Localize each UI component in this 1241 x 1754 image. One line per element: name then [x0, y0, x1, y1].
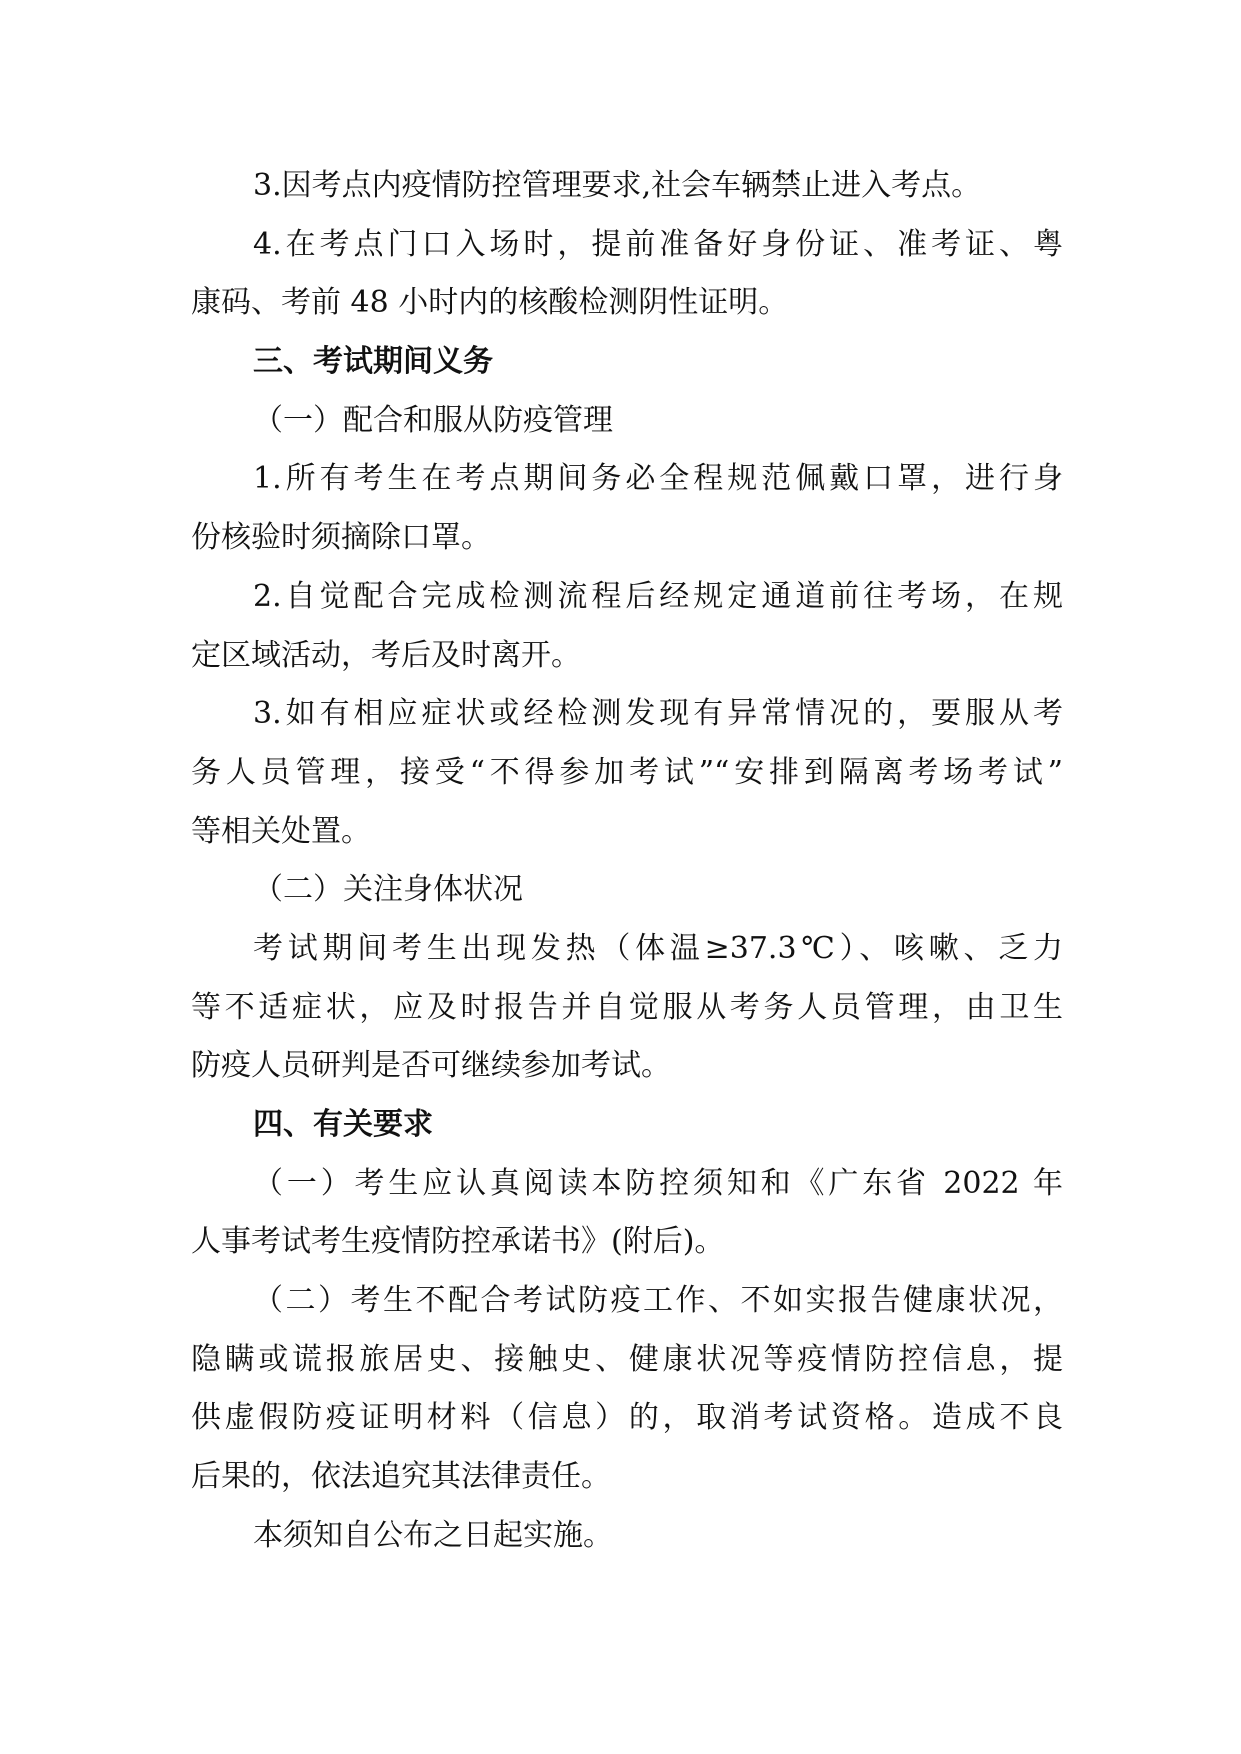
paragraph — [191, 1155, 1063, 1272]
paragraph — [191, 450, 1063, 567]
paragraph — [191, 157, 1063, 216]
paragraph — [191, 920, 1063, 1096]
paragraph — [191, 861, 1063, 920]
text-line: 份核验时须摘除口罩。 — [191, 520, 491, 556]
text-line: 1.所有考生在考点期间务必全程规范佩戴口罩，进行身 — [253, 461, 1063, 497]
document-page — [191, 157, 1063, 1566]
text-line: 后果的，依法追究其法律责任。 — [191, 1459, 611, 1495]
text-line: （二）考生不配合考试防疫工作、不如实报告健康状况， — [253, 1283, 1063, 1319]
paragraph — [191, 685, 1063, 861]
text-line: 4.在考点门口入场时，提前准备好身份证、准考证、粤 — [253, 226, 1063, 262]
text-line: 2.自觉配合完成检测流程后经规定通道前往考场，在规 — [253, 578, 1063, 614]
text-line: 防疫人员研判是否可继续参加考试。 — [191, 1048, 671, 1084]
paragraph — [191, 1507, 1063, 1566]
text-line: 供虚假防疫证明材料（信息）的，取消考试资格。造成不良 — [191, 1400, 1063, 1436]
text-line: 隐瞒或谎报旅居史、接触史、健康状况等疫情防控信息，提 — [191, 1341, 1063, 1377]
text-line: 定区域活动，考后及时离开。 — [191, 637, 581, 673]
text-line: 本须知自公布之日起实施。 — [253, 1517, 613, 1553]
paragraph — [191, 568, 1063, 685]
paragraph — [191, 1272, 1063, 1507]
text-line: 四、有关要求 — [253, 1107, 433, 1142]
text-line: 康码、考前 48 小时内的核酸检测阴性证明。 — [191, 285, 789, 321]
text-line: 3.因考点内疫情防控管理要求,社会车辆禁止进入考点。 — [253, 168, 982, 203]
text-line: 等相关处置。 — [191, 813, 371, 849]
text-line: 三、考试期间义务 — [253, 344, 493, 380]
text-line: （一）考生应认真阅读本防控须知和《广东省 2022 年 — [253, 1165, 1063, 1201]
text-line: 务人员管理，接受“不得参加考试”“安排到隔离考场考试” — [191, 754, 1063, 790]
text-line: （一）配合和服从防疫管理 — [253, 402, 613, 438]
section-heading — [191, 1096, 1063, 1155]
text-line: （二）关注身体状况 — [253, 872, 523, 908]
text-line: 3.如有相应症状或经检测发现有异常情况的，要服从考 — [253, 696, 1063, 732]
text-line: 人事考试考生疫情防控承诺书》(附后)。 — [191, 1224, 725, 1260]
text-line: 等不适症状，应及时报告并自觉服从考务人员管理，由卫生 — [191, 989, 1063, 1025]
paragraph — [191, 392, 1063, 451]
section-heading — [191, 333, 1063, 392]
paragraph — [191, 216, 1063, 333]
text-line: 考试期间考生出现发热（体温≥37.3℃）、咳嗽、乏力 — [253, 930, 1063, 966]
